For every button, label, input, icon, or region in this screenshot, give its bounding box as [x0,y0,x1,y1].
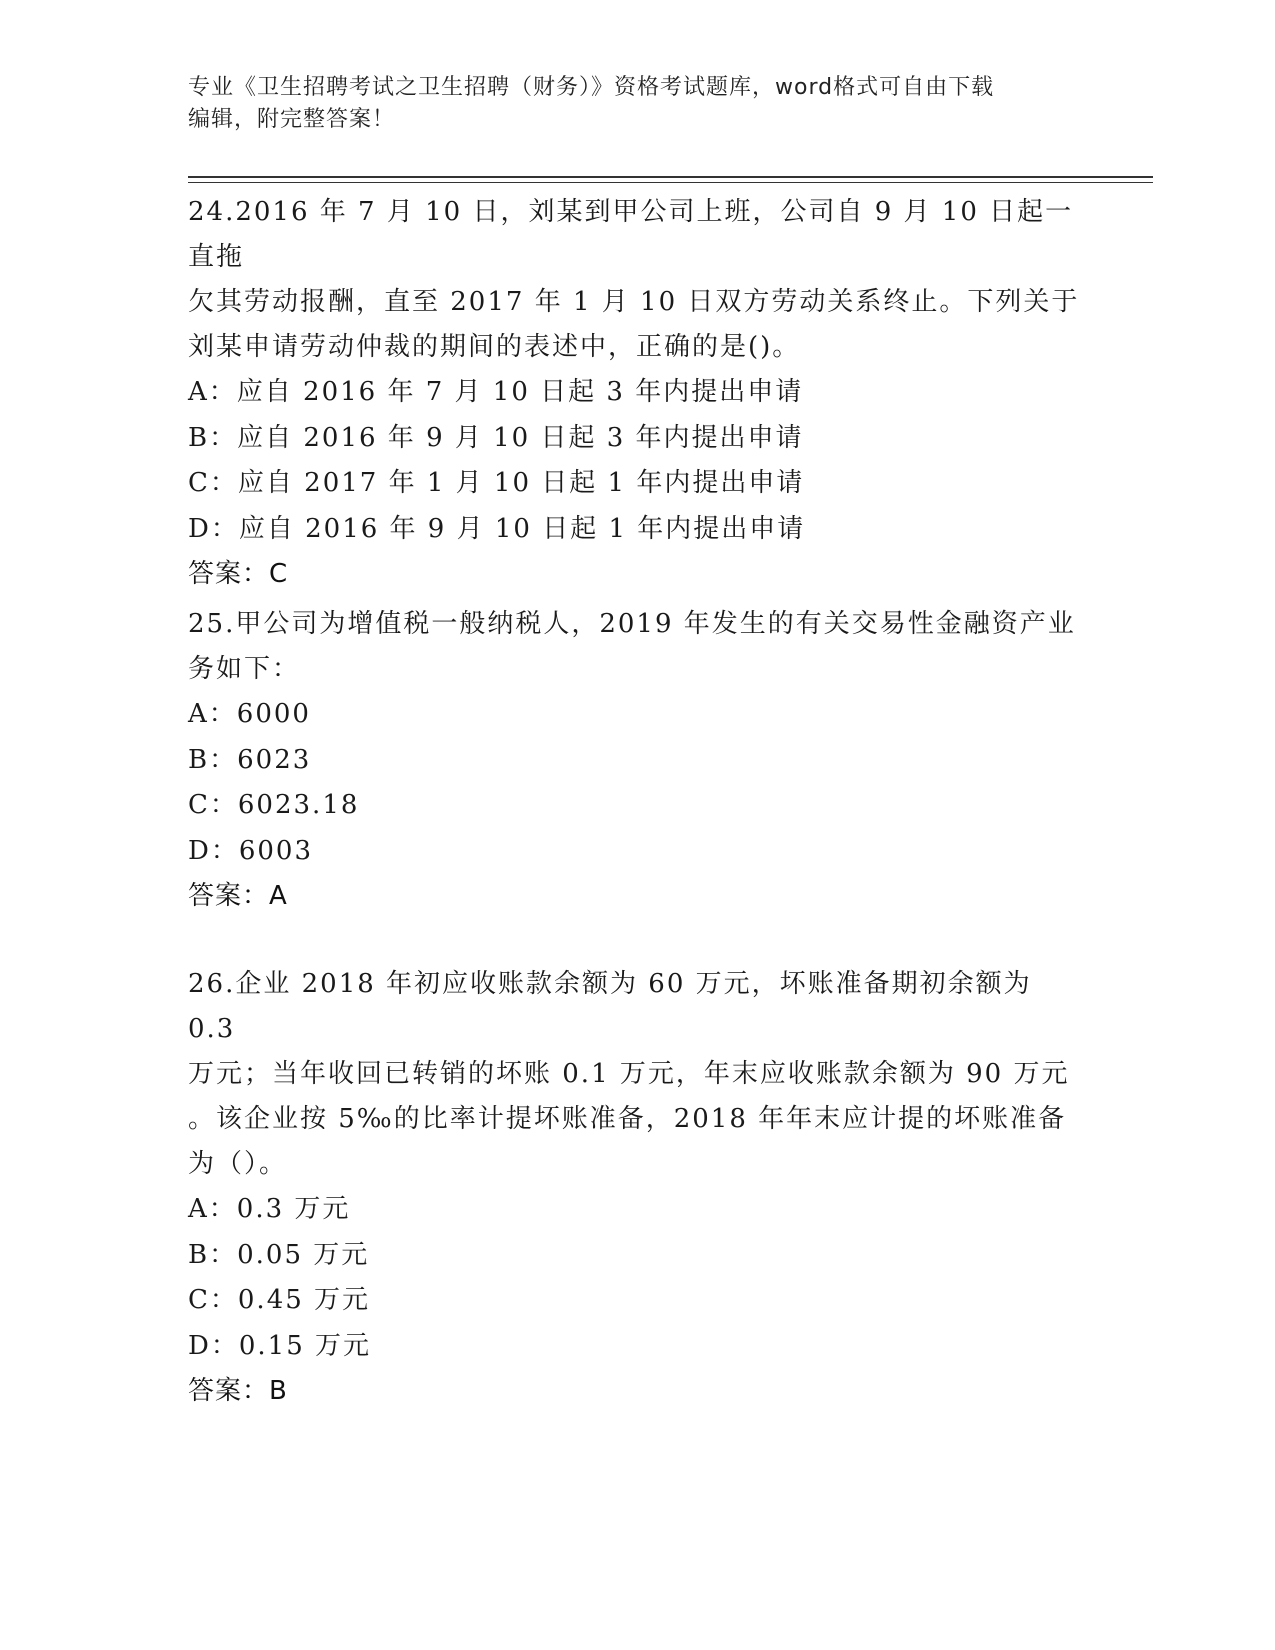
option-a: A：0.3 万元 [188,1194,351,1224]
stem-line: 为（）。 [188,1149,288,1179]
stem-line: 24.2016 年 7 月 10 日，刘某到甲公司上班，公司自 9 月 10 日起一直拖 [188,197,1074,272]
stem-line: 刘某申请劳动仲裁的期间的表述中，正确的是()。 [188,332,801,362]
question-25 [188,600,1088,919]
answer: 答案：A [188,881,288,911]
header-line-2: 编辑，附完整答案！ [188,107,396,132]
option-b: B：应自 2016 年 9 月 10 日起 3 年内提出申请 [188,422,804,453]
stem-line: 万元；当年收回已转销的坏账 0.1 万元，年末应收账款余额为 90 万元 [188,1059,1070,1089]
option-d: D：6003 [188,835,314,866]
option-b: B：0.05 万元 [188,1239,370,1270]
stem-line: 25.甲公司为增值税一般纳税人，2019 年发生的有关交易性金融资产业 [188,609,1076,639]
stem-line: 26.企业 2018 年初应收账款余额为 60 万元，坏账准备期初余额为 0.3 [188,969,1032,1044]
header-divider-thin [188,182,1153,183]
header-divider-thick [188,176,1153,178]
question-stem [188,600,1088,692]
stem-line: 欠其劳动报酬，直至 2017 年 1 月 10 日双方劳动关系终止。下列关于 [188,287,1080,317]
option-c: C：6023.18 [188,790,360,820]
question-stem [188,960,1088,1187]
document-header [188,72,1088,136]
option-c: C：0.45 万元 [188,1285,371,1315]
option-a: A：应自 2016 年 7 月 10 日起 3 年内提出申请 [188,377,804,407]
answer: 答案：C [188,559,289,589]
question-26 [188,960,1088,1414]
option-d: D：应自 2016 年 9 月 10 日起 1 年内提出申请 [188,513,806,544]
stem-line: 务如下： [188,654,301,684]
question-stem [188,188,1088,370]
option-a: A：6000 [188,699,311,729]
option-d: D：0.15 万元 [188,1330,372,1361]
stem-line: 。该企业按 5‰的比率计提坏账准备，2018 年年末应计提的坏账准备 [188,1104,1067,1134]
header-line-1: 专业《卫生招聘考试之卫生招聘（财务）》资格考试题库，word格式可自由下载 [188,75,995,100]
question-24 [188,188,1088,597]
answer: 答案：B [188,1376,288,1406]
option-c: C：应自 2017 年 1 月 10 日起 1 年内提出申请 [188,468,805,498]
option-b: B：6023 [188,744,312,775]
